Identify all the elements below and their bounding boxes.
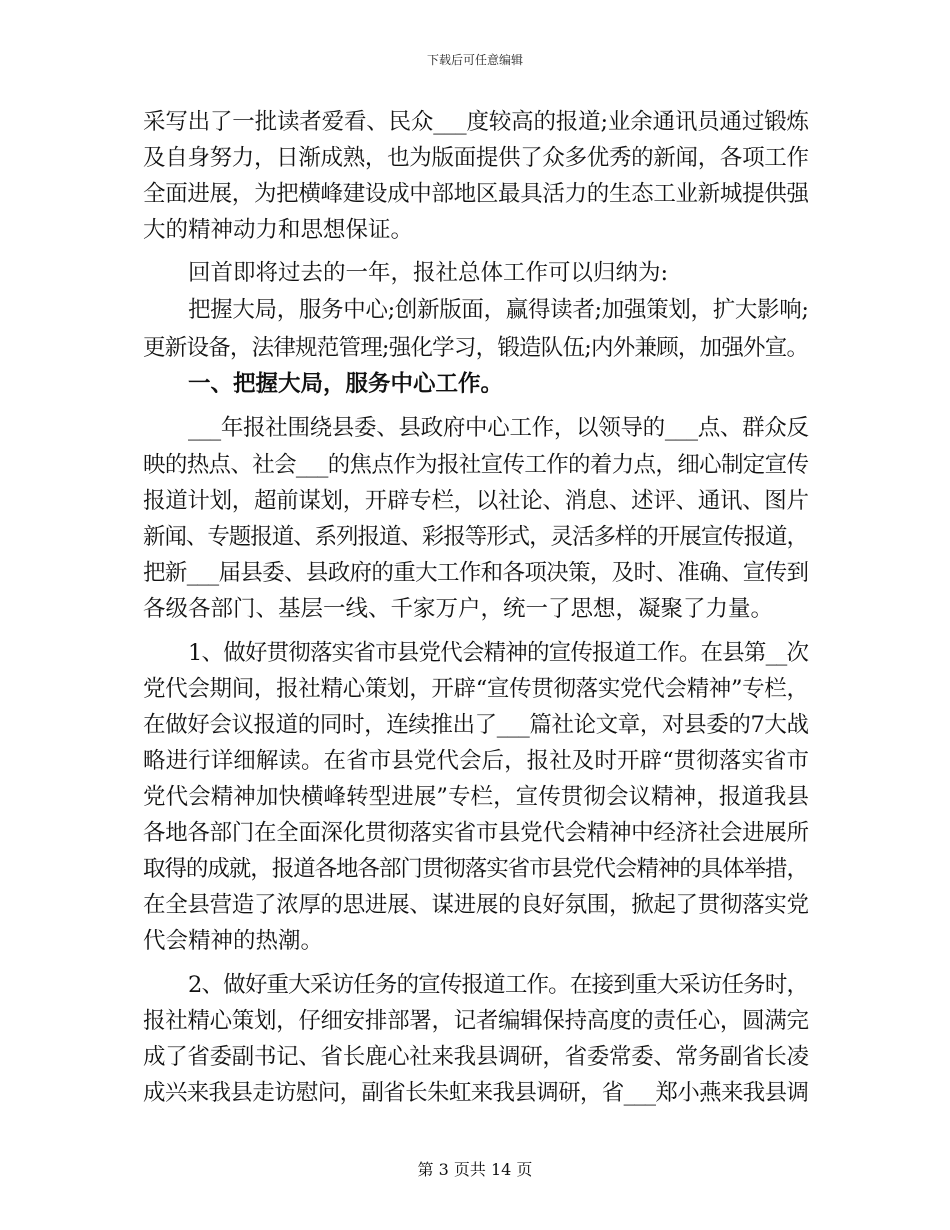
paragraph-line: 成了省委副书记、省长鹿心社来我县调研，省委常委、常务副省长凌: [143, 1044, 809, 1070]
page-footer: 第 3 页共 14 页: [417, 1160, 533, 1179]
paragraph-line: 大的精神动力和思想保证。: [143, 217, 414, 243]
paragraph-line: 各级各部门、基层一线、千家万户，统一了思想，凝聚了力量。: [143, 596, 774, 622]
paragraph-line: 2、做好重大采访任务的宣传报道工作。在接到重大采访任务时，: [188, 972, 809, 998]
paragraph-line: 把新___届县委、县政府的重大工作和各项决策，及时、准确、宣传到: [143, 560, 809, 586]
paragraph-line: 1、做好贯彻落实省市县党代会精神的宣传报道工作。在县第__次: [188, 640, 809, 666]
paragraph-line: 在做好会议报道的同时，连续推出了___篇社论文章，对县委的7大战: [143, 712, 809, 738]
paragraph-line: 映的热点、社会___的焦点作为报社宣传工作的着力点，细心制定宣传: [143, 452, 809, 478]
paragraph-line: 更新设备，法律规范管理;强化学习，锻造队伍;内外兼顾，加强外宣。: [143, 335, 809, 361]
paragraph-line: 取得的成就，报道各地各部门贯彻落实省市县党代会精神的具体举措，: [143, 856, 808, 882]
paragraph-line: 采写出了一批读者爱看、民众___度较高的报道;业余通讯员通过锻炼: [143, 109, 809, 135]
paragraph-line: 成兴来我县走访慰问，副省长朱虹来我县调研，省___郑小燕来我县调: [143, 1080, 809, 1106]
paragraph-line: 党代会期间，报社精心策划，开辟“宣传贯彻落实党代会精神”专栏，: [143, 676, 809, 702]
paragraph-line: 略进行详细解读。在省市县党代会后，报社及时开辟“贯彻落实省市: [143, 748, 810, 774]
paragraph-line: 在全县营造了浓厚的思进展、谋进展的良好氛围，掀起了贯彻落实党: [143, 892, 809, 918]
paragraph-line: 各地各部门在全面深化贯彻落实省市县党代会精神中经济社会进展所: [143, 820, 809, 846]
paragraph-line: 报道计划，超前谋划，开辟专栏，以社论、消息、述评、通讯、图片: [143, 488, 809, 514]
paragraph-line: 及自身努力，日渐成熟，也为版面提供了众多优秀的新闻，各项工作: [143, 145, 809, 171]
paragraph-line: 回首即将过去的一年，报社总体工作可以归纳为:: [188, 260, 669, 286]
section-heading: 一、把握大局，服务中心工作。: [188, 371, 504, 397]
paragraph-line: 报社精心策划，仔细安排部署，记者编辑保持高度的责任心，圆满完: [143, 1008, 809, 1034]
paragraph-line: 党代会精神加快横峰转型进展”专栏，宣传贯彻会议精神，报道我县: [143, 784, 810, 810]
page-header: 下载后可任意编辑: [426, 53, 523, 67]
paragraph-line: 代会精神的热潮。: [143, 928, 324, 954]
paragraph-line: 全面进展，为把横峰建设成中部地区最具活力的生态工业新城提供强: [143, 181, 809, 207]
paragraph-line: 把握大局，服务中心;创新版面，赢得读者;加强策划，扩大影响;: [188, 297, 809, 323]
paragraph-line: 新闻、专题报道、系列报道、彩报等形式，灵活多样的开展宣传报道，: [143, 524, 808, 550]
paragraph-line: ___年报社围绕县委、县政府中心工作，以领导的___点、群众反: [188, 415, 809, 441]
